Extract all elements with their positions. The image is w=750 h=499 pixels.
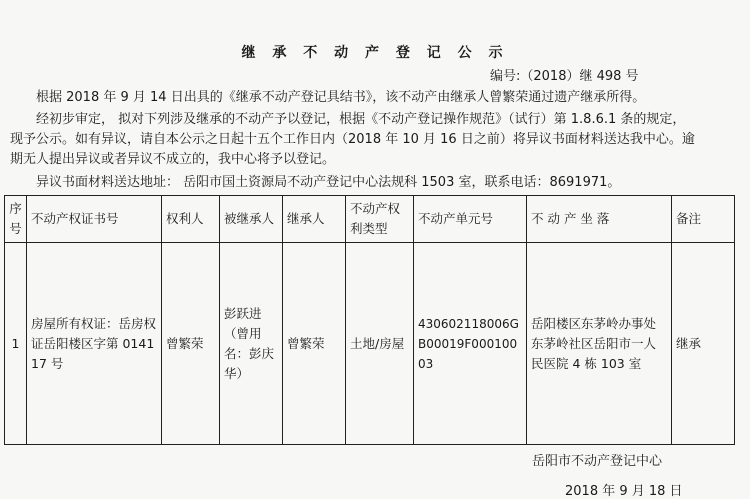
header-seq: 序号 <box>5 196 27 243</box>
cell-right-type: 土地/房屋 <box>346 243 414 445</box>
document-number: 编号:（2018）继 498 号 <box>490 69 639 84</box>
header-right-type: 不动产权利类型 <box>346 196 414 243</box>
registration-table <box>4 195 735 445</box>
header-location: 不 动 产 坐 落 <box>527 196 672 243</box>
cell-unit-no: 430602118006GB00019F00010003 <box>414 243 527 445</box>
header-heir-from: 被继承人 <box>220 196 283 243</box>
cell-heir: 曾繁荣 <box>283 243 346 445</box>
cell-right-holder: 曾繁荣 <box>162 243 220 445</box>
issue-date: 2018 年 9 月 18 日 <box>565 484 683 499</box>
cell-cert: 房屋所有权证：岳房权证岳阳楼区字第 014117 号 <box>27 243 162 445</box>
cell-remark: 继承 <box>672 243 735 445</box>
paragraph-basis: 根据 2018 年 9 月 14 日出具的《继承不动产登记具结书》，该不动产由继承人曾繁荣通过遗产继承所得。 <box>36 90 646 105</box>
cell-heir-from: 彭跃进（曾用名：彭庆华） <box>220 243 283 445</box>
table-row <box>5 243 735 445</box>
cell-location: 岳阳楼区东茅岭办事处东茅岭社区岳阳市一人民医院 4 栋 103 室 <box>527 243 672 445</box>
header-unit-no: 不动产单元号 <box>414 196 527 243</box>
page-title: 继 承 不 动 产 登 记 公 示 <box>241 45 509 61</box>
header-cert: 不动产权证书号 <box>27 196 162 243</box>
cell-seq: 1 <box>5 243 27 445</box>
header-right-holder: 权利人 <box>162 196 220 243</box>
objection-address: 异议书面材料送达地址： 岳阳市国土资源局不动产登记中心法规科 1503 室，联系电话：8691971。 <box>36 175 621 190</box>
paragraph-review-line-3: 期无人提出异议或者异议不成立的，我中心将予以登记。 <box>10 152 336 167</box>
table-header-row <box>5 196 735 243</box>
issuer-signature: 岳阳市不动产登记中心 <box>532 454 663 469</box>
paragraph-review-line-1: 经初步审定， 拟对下列涉及继承的不动产予以登记，根据《不动产登记操作规范》（试行）第 1.8.6.1 条的规定， <box>36 112 686 127</box>
header-remark: 备注 <box>672 196 735 243</box>
header-heir: 继承人 <box>283 196 346 243</box>
paragraph-review-line-2: 现予公示。如有异议，请自本公示之日起十五个工作日内（2018 年 10 月 16 日之前）将异议书面材料送达我中心。逾 <box>10 132 695 147</box>
